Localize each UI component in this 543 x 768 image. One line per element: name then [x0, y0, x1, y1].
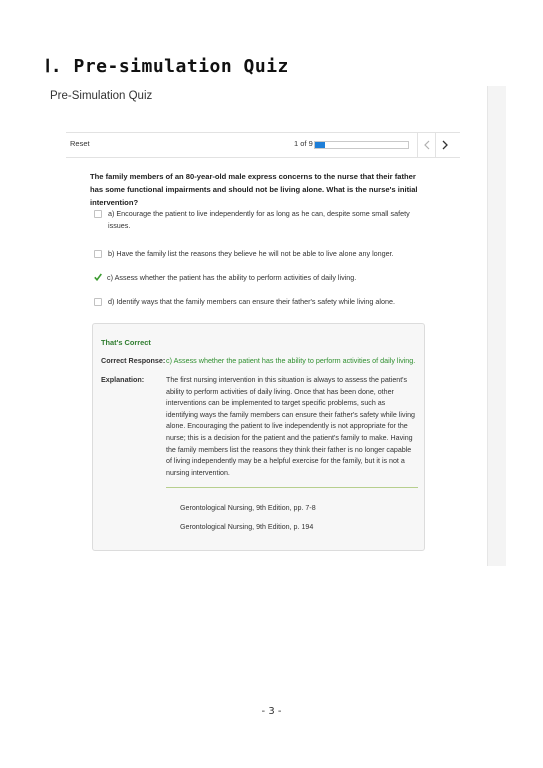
reference-item: Gerontological Nursing, 9th Edition, p. 194 — [180, 523, 314, 531]
option-checkbox[interactable] — [94, 298, 102, 306]
option-b-text: b) Have the family list the reasons they believe he will not be able to live alone any longer. — [108, 249, 394, 258]
document-heading: Ⅰ. Pre-simulation Quiz — [45, 56, 289, 77]
right-scroll-strip — [487, 86, 506, 566]
option-b[interactable] — [94, 248, 394, 260]
reference-item: Gerontological Nursing, 9th Edition, pp. 7-8 — [180, 504, 316, 512]
option-checkbox[interactable] — [94, 210, 102, 218]
explanation-text: The first nursing intervention in this situation is always to assess the patient's ability to perform activities of daily living. Once that has been done, other interventions can be implemented to target specific problems, such as identifying ways the family members can ensure their father's safety while living alone. Encouraging the patient to live independently is not appropriate for the nurse; this is a decision for the patient and the patient's family to make. Having the family members list the reasons they think their father is no longer capable of living independently may be a helpful exercise for the family, but it is not a nursing intervention. — [166, 376, 415, 477]
option-d-text: d) Identify ways that the family members can ensure their father's safety while living alone. — [108, 297, 396, 306]
option-c-text: c) Assess whether the patient has the ability to perform activities of daily living. — [107, 273, 357, 282]
previous-question-button[interactable] — [417, 133, 436, 157]
explanation-label: Explanation: — [101, 375, 145, 384]
progress-bar — [314, 141, 409, 149]
chevron-left-icon — [424, 140, 430, 150]
progress-label: 1 of 9 — [294, 139, 313, 148]
option-checkbox[interactable] — [94, 250, 102, 258]
correct-response-label: Correct Response: — [101, 356, 166, 365]
quiz-title: Pre-Simulation Quiz — [50, 90, 153, 102]
quiz-screenshot — [40, 86, 505, 566]
check-mark-icon — [94, 273, 102, 281]
progress-bar-fill — [315, 142, 325, 148]
chevron-right-icon — [442, 140, 448, 150]
feedback-divider — [166, 487, 418, 488]
correct-response-text: c) Assess whether the patient has the ability to perform activities of daily living. — [166, 356, 416, 365]
quiz-toolbar — [66, 132, 460, 158]
reset-button[interactable]: Reset — [70, 139, 90, 148]
feedback-panel — [92, 323, 425, 551]
feedback-status: That's Correct — [101, 338, 151, 347]
option-a[interactable] — [94, 208, 414, 231]
next-question-button[interactable] — [435, 133, 454, 157]
page-number: - 3 - — [261, 706, 282, 717]
option-a-text: a) Encourage the patient to live independently for as long as he can, despite some small safety issues. — [108, 209, 410, 230]
question-text: The family members of an 80-year-old male express concerns to the nurse that their father has some functional impairments and should not be living alone. What is the nurse's initial intervention? — [90, 172, 418, 207]
option-c[interactable] — [94, 272, 356, 284]
option-d[interactable] — [94, 296, 395, 308]
